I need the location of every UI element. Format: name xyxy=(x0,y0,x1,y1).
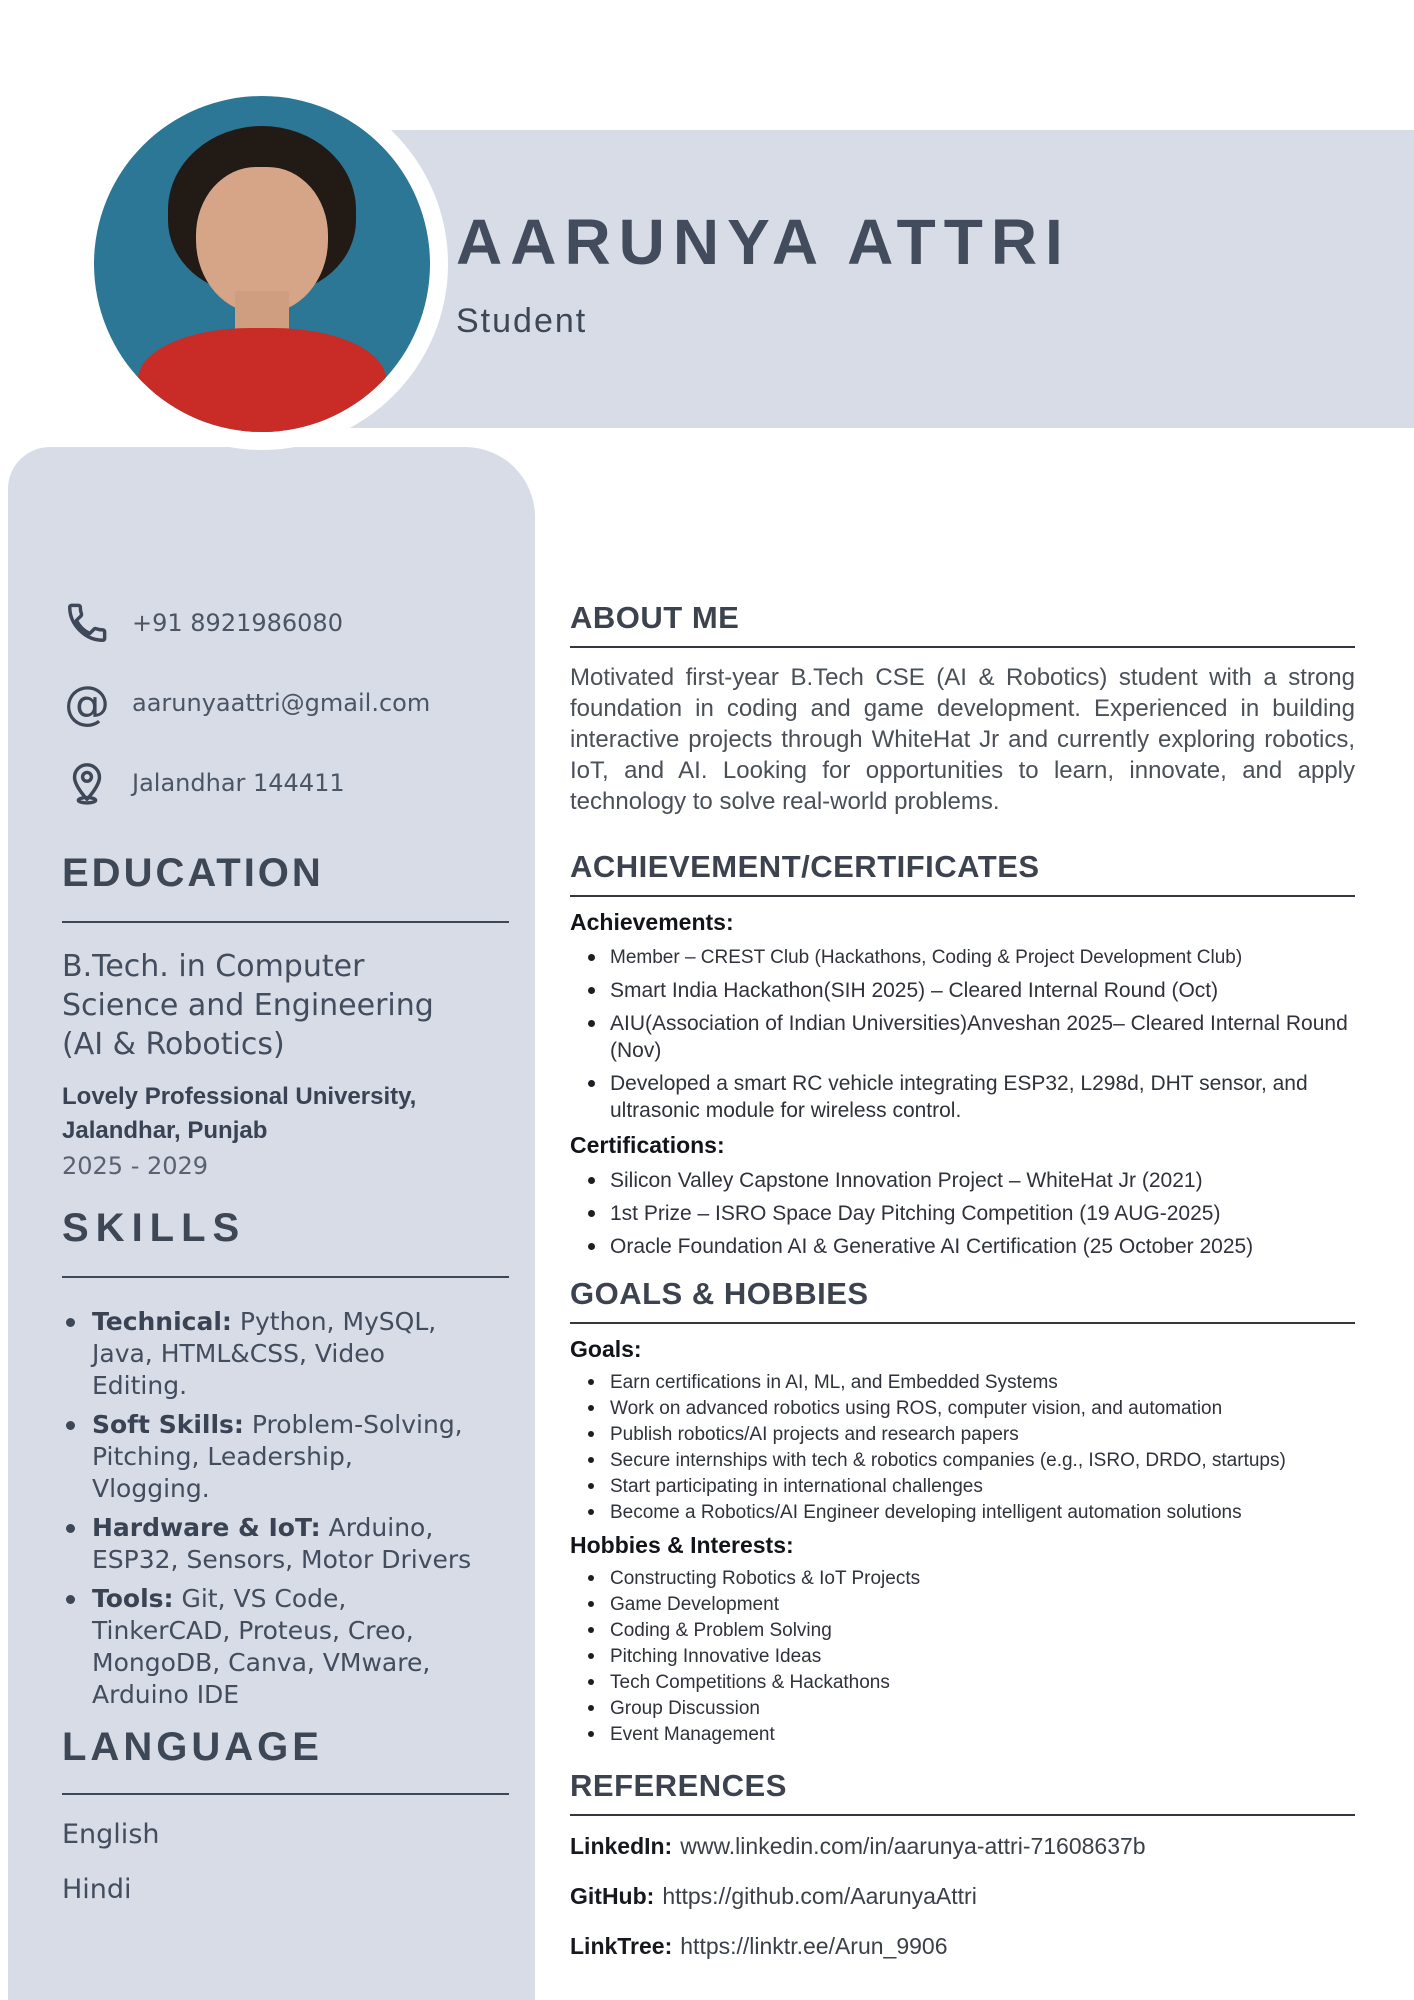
contact-email-row xyxy=(62,677,509,729)
list-item: Soft Skills: Problem-Solving, Pitching, Leadership, Vlogging. xyxy=(92,1409,472,1505)
language-divider xyxy=(62,1793,509,1795)
about-body: Motivated first-year B.Tech CSE (AI & Robotics) student with a strong foundation in coding and game development. Experienced in building interactive projects through WhiteHat Jr and currently exploring robotics, IoT, and AI. Looking for opportunities to learn, innovate, and apply technology to solve real-world problems. xyxy=(570,664,1355,815)
sidebar xyxy=(8,447,535,2000)
list-item: Event Management xyxy=(610,1723,1355,1746)
achievements-list xyxy=(570,944,1355,1124)
education-school: Lovely Professional University, Jalandhar, Punjab xyxy=(62,1083,417,1144)
achievements-subheading: Achievements: xyxy=(570,909,734,935)
job-title: Student xyxy=(456,302,588,340)
reference-label: LinkTree: xyxy=(570,1933,673,1959)
skills-heading: SKILLS xyxy=(62,1206,247,1250)
list-item: Silicon Valley Capstone Innovation Project – WhiteHat Jr (2021) xyxy=(610,1167,1355,1194)
reference-github xyxy=(570,1882,1355,1910)
education-heading: EDUCATION xyxy=(62,851,324,895)
certifications-subheading: Certifications: xyxy=(570,1132,725,1158)
achievements-divider xyxy=(570,895,1355,897)
list-item: Pitching Innovative Ideas xyxy=(610,1645,1355,1668)
skills-list xyxy=(62,1306,472,1711)
contact-phone-row xyxy=(62,597,509,649)
language-heading: LANGUAGE xyxy=(62,1725,323,1769)
list-item: Technical: Python, MySQL, Java, HTML&CSS, Video Editing. xyxy=(92,1306,472,1402)
at-icon: @ xyxy=(64,676,110,730)
reference-value: www.linkedin.com/in/aarunya-attri-71608637b xyxy=(680,1833,1146,1859)
about-section xyxy=(570,600,1355,817)
hobbies-subheading: Hobbies & Interests: xyxy=(570,1532,794,1558)
list-item: Publish robotics/AI projects and research papers xyxy=(610,1423,1355,1446)
list-item: Secure internships with tech & robotics companies (e.g., ISRO, DRDO, startups) xyxy=(610,1449,1355,1472)
skills-divider xyxy=(62,1276,509,1278)
goals-hobbies-section xyxy=(570,1276,1355,1746)
email-address: aarunyaattri@gmail.com xyxy=(132,689,431,717)
page-title: AARUNYA ATTRI xyxy=(456,206,1071,278)
reference-value: https://github.com/AarunyaAttri xyxy=(662,1883,977,1909)
list-item: Earn certifications in AI, ML, and Embedded Systems xyxy=(610,1371,1355,1394)
list-item: Become a Robotics/AI Engineer developing intelligent automation solutions xyxy=(610,1501,1355,1524)
hobbies-list xyxy=(570,1567,1355,1746)
education-degree: B.Tech. in Computer Science and Engineering (AI & Robotics) xyxy=(62,949,434,1062)
achievements-heading: ACHIEVEMENT/CERTIFICATES xyxy=(570,849,1040,884)
references-divider xyxy=(570,1814,1355,1816)
references-heading: REFERENCES xyxy=(570,1768,787,1803)
phone-number: +91 8921986080 xyxy=(132,609,343,637)
list-item: Group Discussion xyxy=(610,1697,1355,1720)
goals-divider xyxy=(570,1322,1355,1324)
about-heading: ABOUT ME xyxy=(570,600,740,635)
list-item: Work on advanced robotics using ROS, computer vision, and automation xyxy=(610,1397,1355,1420)
language-item: Hindi xyxy=(62,1874,132,1905)
avatar-shirt xyxy=(138,328,387,432)
list-item: Constructing Robotics & IoT Projects xyxy=(610,1567,1355,1590)
reference-label: LinkedIn: xyxy=(570,1833,673,1859)
list-item: Coding & Problem Solving xyxy=(610,1619,1355,1642)
location-text: Jalandhar 144411 xyxy=(132,769,345,797)
list-item: Smart India Hackathon(SIH 2025) – Cleared Internal Round (Oct) xyxy=(610,977,1355,1004)
education-divider xyxy=(62,921,509,923)
education-dates: 2025 - 2029 xyxy=(62,1152,209,1180)
header-band xyxy=(338,130,1414,428)
avatar xyxy=(94,96,430,432)
certifications-list xyxy=(570,1167,1355,1260)
profile-photo-ring xyxy=(76,78,448,450)
list-item: Oracle Foundation AI & Generative AI Certification (25 October 2025) xyxy=(610,1233,1355,1260)
goals-hobbies-heading: GOALS & HOBBIES xyxy=(570,1276,869,1311)
achievements-section xyxy=(570,849,1355,1260)
list-item: Start participating in international challenges xyxy=(610,1475,1355,1498)
list-item: Tech Competitions & Hackathons xyxy=(610,1671,1355,1694)
goals-list xyxy=(570,1371,1355,1524)
about-divider xyxy=(570,646,1355,648)
contact-location-row xyxy=(62,757,509,809)
list-item: 1st Prize – ISRO Space Day Pitching Competition (19 AUG-2025) xyxy=(610,1200,1355,1227)
reference-value: https://linktr.ee/Arun_9906 xyxy=(680,1933,948,1959)
main-column xyxy=(570,600,1355,1982)
phone-icon xyxy=(62,598,112,648)
reference-linkedin xyxy=(570,1832,1355,1860)
reference-linktree xyxy=(570,1932,1355,1960)
list-item: AIU(Association of Indian Universities)Anveshan 2025– Cleared Internal Round (Nov) xyxy=(610,1010,1355,1064)
list-item: Hardware & IoT: Arduino, ESP32, Sensors, Motor Drivers xyxy=(92,1513,472,1574)
references-section xyxy=(570,1768,1355,1960)
list-item: Game Development xyxy=(610,1593,1355,1616)
goals-subheading: Goals: xyxy=(570,1336,642,1362)
list-item: Member – CREST Club (Hackathons, Coding & Project Development Club) xyxy=(610,944,1355,971)
reference-label: GitHub: xyxy=(570,1883,655,1909)
list-item: Tools: Git, VS Code, TinkerCAD, Proteus, Creo, MongoDB, Canva, VMware, Arduino IDE xyxy=(92,1583,472,1711)
location-pin-icon xyxy=(62,758,112,808)
language-item: English xyxy=(62,1819,160,1850)
list-item: Developed a smart RC vehicle integrating ESP32, L298d, DHT sensor, and ultrasonic module for wireless control. xyxy=(610,1070,1355,1124)
